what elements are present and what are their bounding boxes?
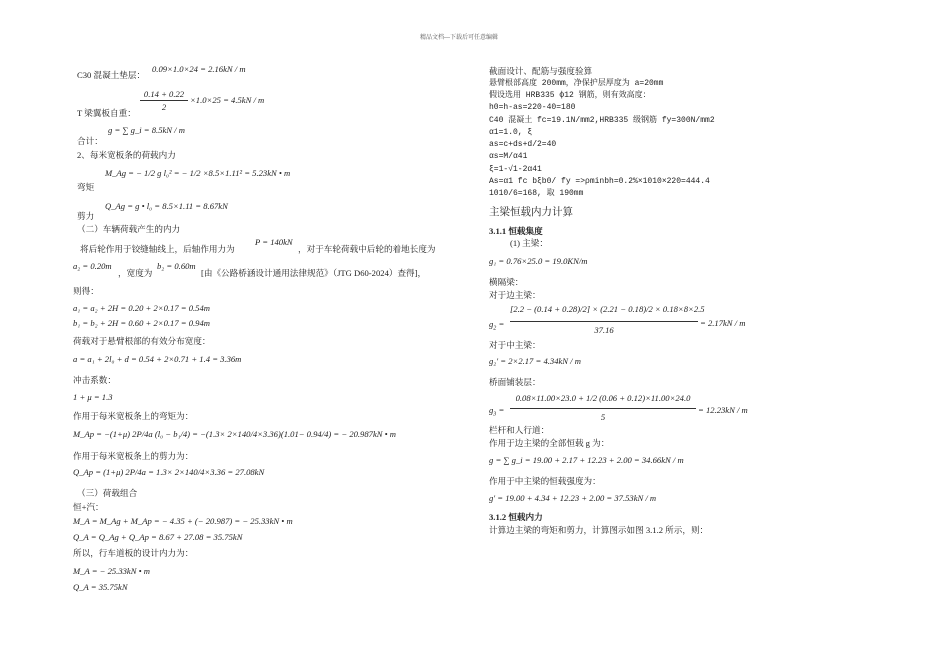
b2-value: b₂ = 0.60m: [157, 261, 196, 271]
section-design-title: 截面设计、配筋与强度验算: [489, 66, 593, 76]
code-reference: [由《公路桥涵设计通用法律规范》（JTG D60-2024）查得]，: [201, 268, 427, 278]
g3-fraction-bar: [510, 408, 696, 409]
side-total-label: 作用于边主梁的全部恒载 g 为：: [489, 438, 610, 448]
side-beam-label: 对于边主梁：: [489, 290, 541, 300]
railing-label: 栏杆和人行道：: [489, 425, 550, 435]
right-line-1: 悬臂根部高度 200mm，净保护层厚度为 a=20mm: [489, 79, 664, 88]
qag-expression: Q_Ag = g • l₀ = 8.5×1.11 = 8.67kN: [105, 201, 228, 211]
shear-action-label: 作用于每米宽板条上的剪力为：: [73, 451, 194, 461]
ma-final: M_A = − 25.33kN • m: [73, 566, 150, 576]
design-label: 所以，行车道板的设计内力为：: [73, 548, 194, 558]
section-3-1-1: 3.1.1 恒载集度: [489, 226, 543, 236]
paragraph-width-label: ，宽度为: [118, 268, 153, 278]
a-expression: a = a₁ + 2l₀ + d = 0.54 + 2×0.71 + 1.4 = 3.36m: [73, 354, 242, 364]
distribution-label: 荷载对于悬臂根部的有效分布宽度：: [73, 336, 211, 346]
main-beam-title: 主梁恒载内力计算: [489, 207, 573, 218]
combo-label: 恒+汽：: [73, 502, 104, 512]
qa-combo-expression: Q_A = Q_Ag + Q_Ap = 8.67 + 27.08 = 35.75kN: [73, 532, 243, 542]
sum-expression: g = ∑ g_i = 8.5kN / m: [108, 125, 185, 135]
flange-denominator: 2: [161, 102, 167, 112]
shear-label: 剪力: [77, 211, 95, 221]
impact-expression: 1 + μ = 1.3: [73, 392, 113, 402]
middle-beam-label: 对于中主梁：: [489, 340, 541, 350]
g3-symbol: $g_3$ =: [489, 405, 505, 418]
page-header: 精品文档---下载后可任意编辑: [420, 35, 498, 41]
flange-label: T 梁翼板自重：: [77, 108, 136, 118]
g3-result: = 12.23kN / m: [698, 405, 748, 415]
g-middle-expression: g' = 19.00 + 4.34 + 12.23 + 2.00 = 37.53kN / m: [489, 493, 657, 503]
deck-label: 桥面铺装层：: [489, 377, 541, 387]
mag-expression: M_Ag = − 1/2 g l₀² = − 1/2 ×8.5×1.11² = 5.23kN • m: [105, 168, 291, 178]
right-line-5: α1=1.0, ξ: [489, 128, 533, 137]
sum-label: 合计：: [77, 136, 103, 146]
cross-beam-label: 横隔梁：: [489, 277, 524, 287]
get-label: 则得：: [73, 286, 99, 296]
moment-label: 弯矩: [77, 182, 95, 192]
c30-expression: 0.09×1.0×24 = 2.16kN / m: [152, 64, 246, 74]
a1-expression: a₁ = a₂ + 2H = 0.20 + 2×0.17 = 0.54m: [73, 303, 210, 313]
qa-final: Q_A = 35.75kN: [73, 582, 128, 592]
g1-expression: g₁ = 0.76×25.0 = 19.0KN/m: [489, 256, 588, 266]
g2-fraction-bar: [510, 321, 698, 322]
section-3-1-2-text: 计算边主梁的弯矩和剪力，计算图示如图 3.1.2 所示，则：: [489, 525, 709, 535]
main-beam-label: (1) 主梁：: [510, 238, 548, 248]
flange-numerator: 0.14 + 0.22: [143, 89, 185, 99]
right-line-4: C40 混凝土 fc=19.1N/mm2,HRB335 级钢筋 fy=300N/mm2: [489, 116, 715, 125]
paragraph-line-1a: 将后轮作用于铰缝轴线上，后轴作用力为: [80, 244, 235, 254]
flange-fraction-bar: [140, 100, 188, 101]
subsection-2-title: （二）车辆荷载产生的内力: [77, 224, 181, 234]
impact-label: 冲击系数：: [73, 375, 116, 385]
subsection-3-title: （三）荷载组合: [77, 488, 138, 498]
right-line-7: αs=M/α41: [489, 152, 528, 161]
right-line-8: ξ=1-√1-2α41: [489, 165, 542, 174]
paragraph-line-1b: ，对于车轮荷载中后轮的着地长度为: [298, 244, 436, 254]
right-line-9: As=α1 fc bξb0/ fy =>ρminbh=0.2%×1010×220=444.4: [489, 177, 710, 186]
g2-denominator: 37.16: [594, 325, 614, 335]
section-2-title: 2、每米宽板条的荷载内力: [77, 150, 176, 160]
moment-action-label: 作用于每米宽板条上的弯矩为：: [73, 411, 194, 421]
g2-result: = 2.17kN / m: [700, 318, 746, 328]
g3-numerator: 0.08×11.00×23.0 + 1/2 (0.06 + 0.12)×11.00×24.0: [515, 393, 691, 403]
g2-numerator: [2.2 − (0.14 + 0.28)/2] × (2.21 − 0.18)/2 × 0.18×8×2.5: [510, 304, 705, 314]
b1-expression: b₁ = b₂ + 2H = 0.60 + 2×0.17 = 0.94m: [73, 318, 210, 328]
paragraph-p-value: P = 140kN: [255, 237, 293, 247]
middle-total-label: 作用于中主梁的恒载强度为：: [489, 476, 601, 486]
ma-combo-expression: M_A = M_Ag + M_Ap = − 4.35 + (− 20.987) = − 25.33kN • m: [73, 516, 293, 526]
qap-expression: Q_Ap = (1+μ) 2P/4a = 1.3× 2×140/4×3.36 = 27.08kN: [73, 467, 265, 477]
g2-symbol: $g_2$ =: [489, 319, 505, 332]
flange-rest: ×1.0×25 = 4.5kN / m: [190, 95, 265, 105]
g2-prime-expression: g₂' = 2×2.17 = 4.34kN / m: [489, 356, 581, 366]
right-line-10: 1010/6=168, 取 190mm: [489, 189, 584, 198]
section-3-1-2: 3.1.2 恒载内力: [489, 512, 543, 522]
g3-denominator: 5: [600, 412, 606, 422]
g-side-expression: g = ∑ g_i = 19.00 + 2.17 + 12.23 + 2.00 = 34.66kN / m: [489, 455, 684, 465]
a2-value: a₂ = 0.20m: [73, 261, 112, 271]
c30-label: C30 混凝土垫层：: [77, 70, 146, 80]
right-line-2: 假设选用 HRB335 ф12 钢筋，则有效高度：: [489, 91, 651, 100]
right-line-6: as=c+ds+d/2=40: [489, 140, 557, 149]
right-line-3: h0=h-as=220-40=180: [489, 103, 576, 112]
map-expression: M_Ap = −(1+μ) 2P/4a (l₀ − b₁/4) = −(1.3× 2×140/4×3.36)(1.01− 0.94/4) = − 20.987kN • m: [73, 429, 397, 439]
